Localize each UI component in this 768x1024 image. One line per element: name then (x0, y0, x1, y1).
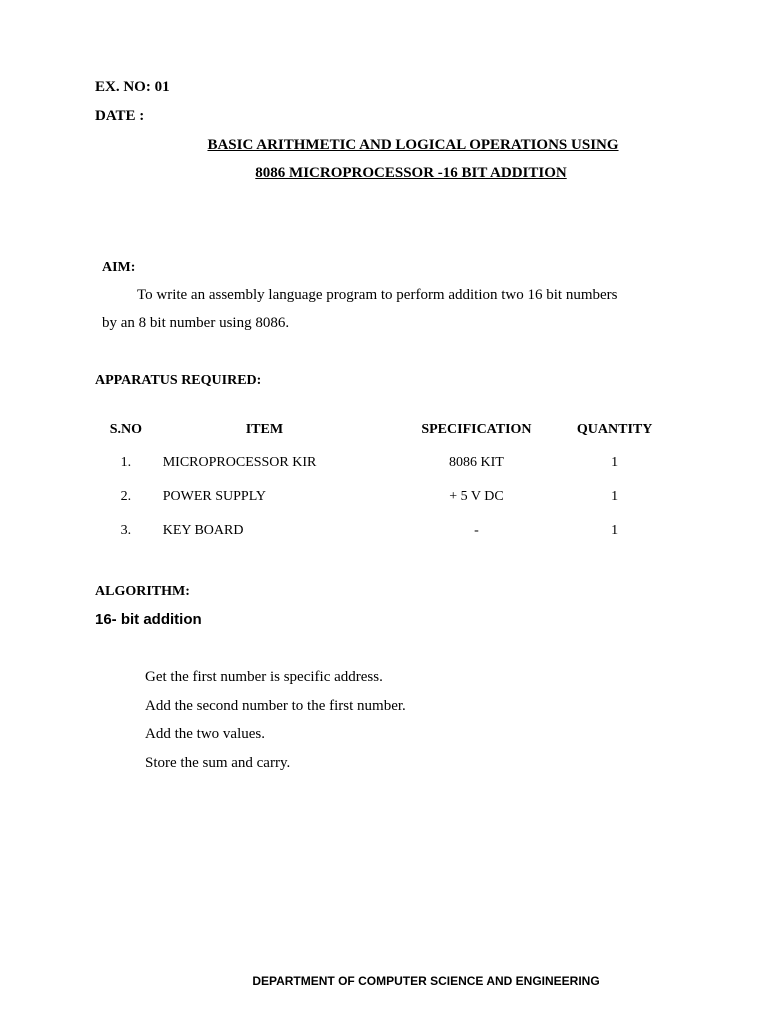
aim-heading: AIM: (102, 260, 136, 275)
date-label: DATE : (95, 108, 145, 124)
aim-text-line-1: To write an assembly language program to perform addition two 16 bit numbers (137, 287, 618, 303)
cell-sno: 3. (120, 523, 132, 538)
column-header-item: ITEM (245, 422, 284, 437)
column-header-sno: S.NO (109, 422, 142, 437)
column-header-quantity: QUANTITY (576, 422, 653, 437)
cell-item: KEY BOARD (162, 523, 244, 538)
cell-quantity: 1 (611, 523, 619, 538)
cell-item: MICROPROCESSOR KIR (162, 455, 317, 470)
cell-sno: 2. (120, 489, 132, 504)
table-header-row (95, 414, 680, 446)
cell-specification: + 5 V DC (449, 489, 504, 504)
department-footer: DEPARTMENT OF COMPUTER SCIENCE AND ENGINEERING (252, 974, 600, 988)
cell-specification: - (474, 523, 479, 538)
algorithm-subheading: 16- bit addition (95, 611, 202, 628)
apparatus-heading: APPARATUS REQUIRED: (95, 373, 262, 388)
cell-quantity: 1 (611, 489, 619, 504)
cell-quantity: 1 (611, 455, 619, 470)
algorithm-heading: ALGORITHM: (95, 584, 190, 599)
cell-sno: 1. (120, 455, 132, 470)
apparatus-table (95, 414, 680, 548)
table-row (95, 446, 680, 480)
list-item: Get the first number is specific address. (145, 669, 383, 685)
column-header-specification: SPECIFICATION (421, 422, 532, 437)
list-item: Add the second number to the first number. (145, 697, 406, 714)
table-row (95, 514, 680, 548)
exercise-number: EX. NO: 01 (95, 79, 170, 95)
aim-text-line-2: by an 8 bit number using 8086. (102, 315, 290, 331)
list-item: Store the sum and carry. (145, 754, 291, 771)
page-title-line-2: 8086 MICROPROCESSOR -16 BIT ADDITION (255, 165, 567, 181)
cell-specification: 8086 KIT (449, 455, 504, 470)
algorithm-steps (145, 668, 406, 782)
cell-item: POWER SUPPLY (162, 489, 266, 504)
list-item: Add the two values. (145, 726, 265, 742)
table-row (95, 480, 680, 514)
page-title-line-1: BASIC ARITHMETIC AND LOGICAL OPERATIONS USING (207, 137, 619, 153)
